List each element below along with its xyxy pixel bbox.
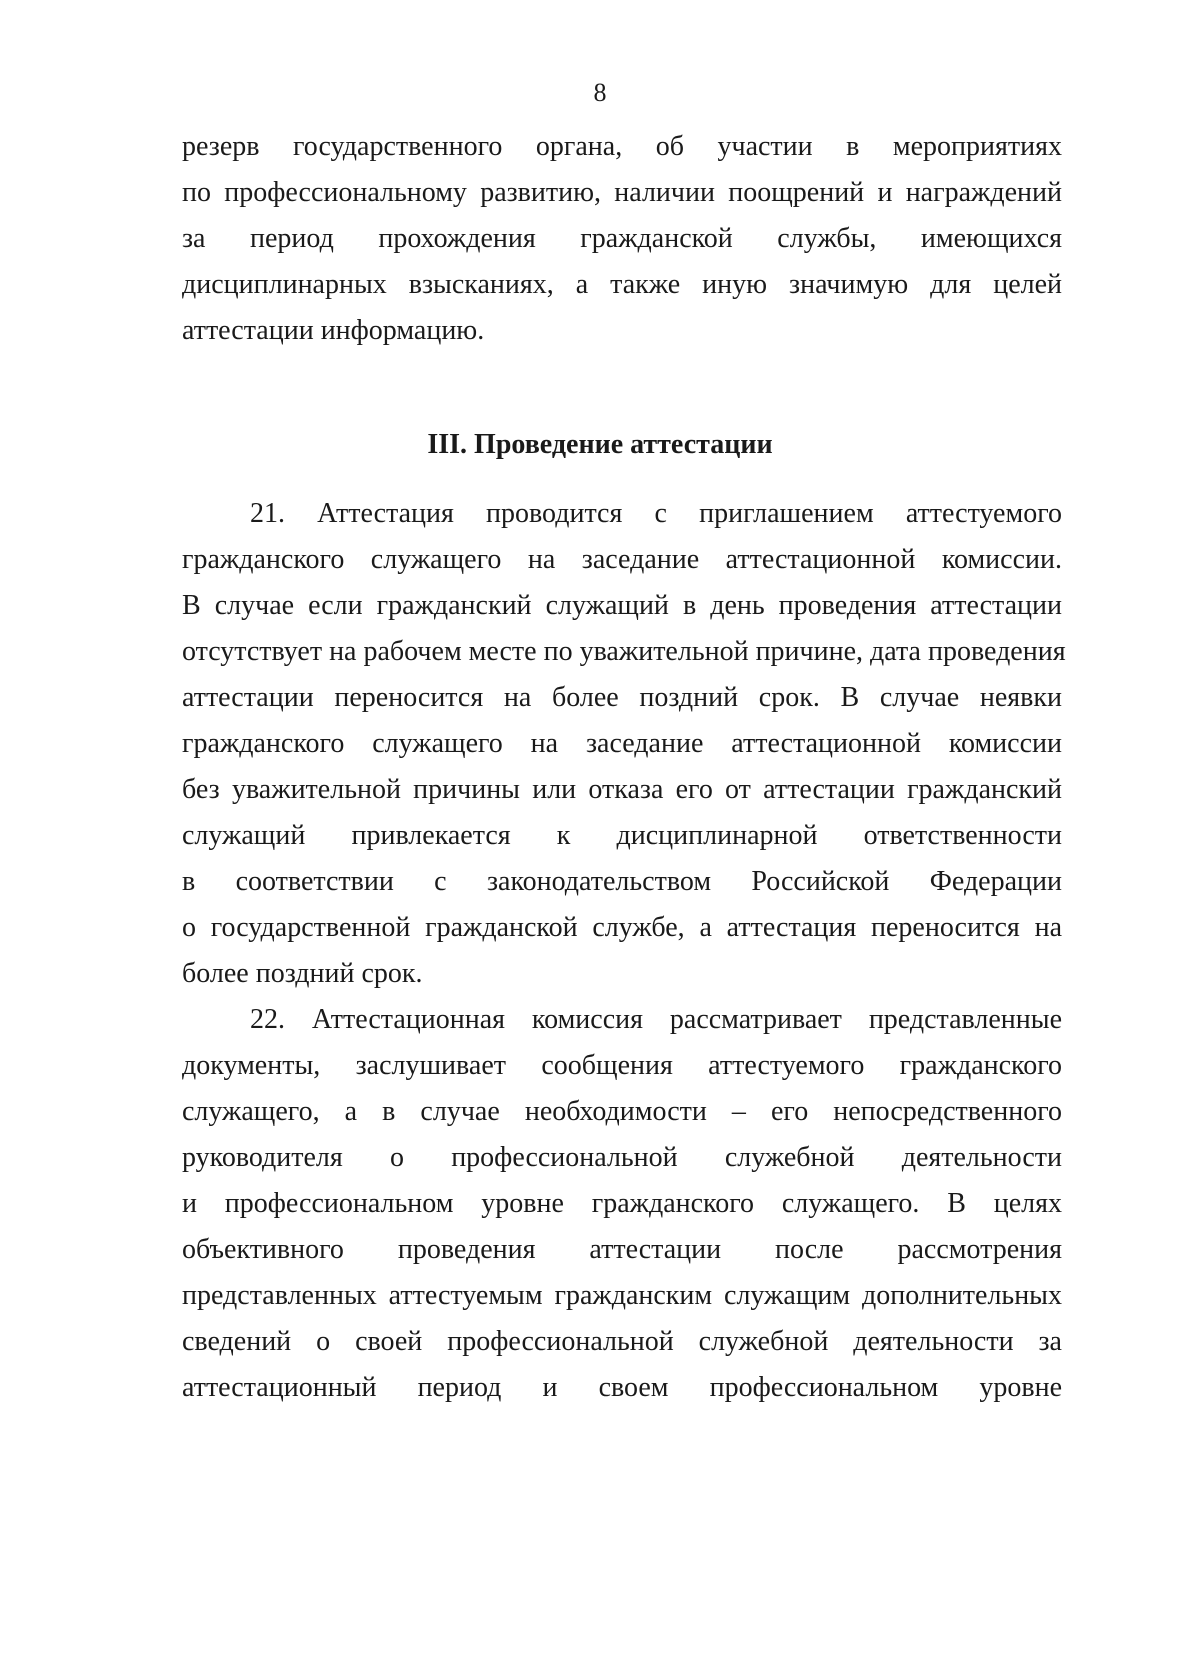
text-line: аттестации информацию.: [182, 315, 485, 346]
text-line: за период прохождения гражданской службы, имеющихся: [182, 223, 1062, 254]
page-number: 8: [593, 78, 607, 107]
text-line: представленных аттестуемым гражданским служащим дополнительных: [182, 1280, 1062, 1311]
text-line: 21. Аттестация проводится с приглашением аттестуемого: [250, 498, 1062, 529]
text-line: резерв государственного органа, об участии в мероприятиях: [182, 131, 1062, 162]
text-line: документы, заслушивает сообщения аттестуемого гражданского: [182, 1050, 1062, 1081]
text-line: служащего, а в случае необходимости – его непосредственного: [182, 1096, 1062, 1127]
text-line: гражданского служащего на заседание аттестационной комиссии: [182, 728, 1062, 759]
text-line: служащий привлекается к дисциплинарной ответственности: [182, 820, 1062, 851]
text-line: 22. Аттестационная комиссия рассматривает представленные: [250, 1004, 1062, 1035]
text-line: о государственной гражданской службе, а аттестация переносится на: [182, 912, 1062, 943]
text-line: отсутствует на рабочем месте по уважительной причине, дата проведения: [182, 636, 1066, 667]
text-line: и профессиональном уровне гражданского служащего. В целях: [182, 1188, 1062, 1219]
text-line: в соответствии с законодательством Российской Федерации: [182, 866, 1062, 897]
text-line: дисциплинарных взысканиях, а также иную значимую для целей: [182, 269, 1062, 300]
text-line: объективного проведения аттестации после рассмотрения: [182, 1234, 1062, 1265]
text-line: В случае если гражданский служащий в день проведения аттестации: [182, 590, 1062, 621]
section-heading: III. Проведение аттестации: [427, 429, 773, 460]
text-line: руководителя о профессиональной служебной деятельности: [182, 1142, 1062, 1173]
text-line: аттестации переносится на более поздний срок. В случае неявки: [182, 682, 1062, 713]
text-line: аттестационный период и своем профессиональном уровне: [182, 1372, 1062, 1403]
text-line: по профессиональному развитию, наличии поощрений и награждений: [182, 177, 1062, 208]
text-line: более поздний срок.: [182, 958, 423, 989]
text-line: гражданского служащего на заседание аттестационной комиссии.: [182, 544, 1062, 575]
text-line: без уважительной причины или отказа его от аттестации гражданский: [182, 774, 1062, 805]
text-line: сведений о своей профессиональной служебной деятельности за: [182, 1326, 1062, 1357]
